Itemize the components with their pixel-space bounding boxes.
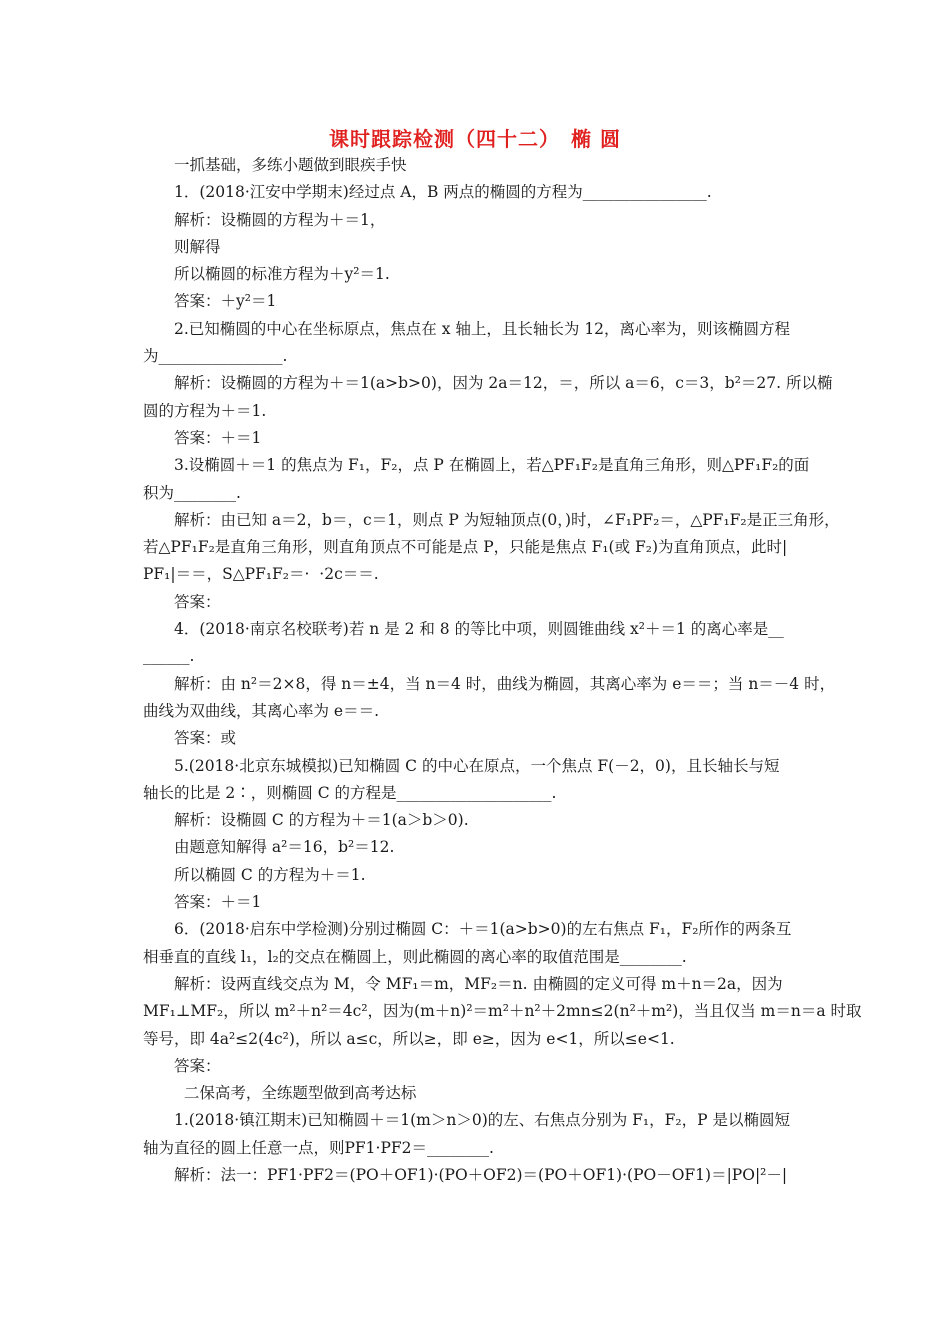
text-line: 一抓基础，多练小题做到眼疾手快 — [174, 156, 407, 174]
text-line: 答案：＋＝1 — [174, 893, 262, 912]
text-line: 轴长的比是 2∶，则椭圆 C 的方程是____________________. — [143, 783, 557, 802]
text-line: 1．(2018·江安中学期末)经过点 A，B 两点的椭圆的方程为________________. — [174, 183, 712, 202]
document-body — [143, 152, 862, 1189]
text-line: 由题意知解得 a²＝16，b²＝12. — [174, 838, 395, 857]
text-line: 所以椭圆的标准方程为＋y²＝1. — [174, 265, 390, 284]
text-line: 所以椭圆 C 的方程为＋＝1. — [174, 865, 366, 884]
text-line: 积为________. — [143, 483, 241, 502]
text-line: 答案：＋y²＝1 — [174, 292, 277, 311]
text-line: 为________________. — [143, 347, 288, 366]
text-line: 解析：法一：PF1·PF2＝(PO＋OF1)·(PO＋OF2)＝(PO＋OF1)·(PO－OF1)＝|PO|²－| — [174, 1165, 788, 1184]
text-line: 答案：＋＝1 — [174, 428, 262, 447]
page-title: 课时跟踪检测（四十二） 椭 圆 — [329, 127, 621, 151]
text-line: 轴为直径的圆上任意一点，则PF1·PF2＝________. — [143, 1138, 494, 1157]
text-line: ______. — [143, 647, 195, 666]
text-line: 6．(2018·启东中学检测)分别过椭圆 C：＋＝1(a>b>0)的左右焦点 F₁，F₂所作的两条互 — [174, 920, 792, 939]
text-line: 解析：由已知 a＝2，b＝，c＝1，则点 P 为短轴顶点(0，)时，∠F₁PF₂＝，△PF₁F₂是正三角形， — [174, 510, 840, 529]
text-line: 解析：设椭圆 C 的方程为＋＝1(a＞b＞0). — [174, 811, 469, 830]
text-line: 解析：设椭圆的方程为＋＝1， — [174, 210, 386, 229]
text-line: 解析：设椭圆的方程为＋＝1(a>b>0)，因为 2a＝12，＝，所以 a＝6，c＝3，b²＝27. 所以椭 — [174, 374, 833, 393]
text-line: 等号，即 4a²≤2(4c²)，所以 a≤c，所以≥，即 e≥，因为 e<1，所以≤e<1. — [143, 1029, 675, 1048]
text-line: 1.(2018·镇江期末)已知椭圆＋＝1(m＞n＞0)的左、右焦点分别为 F₁，F₂，P 是以椭圆短 — [174, 1111, 790, 1130]
text-line: 解析：设两直线交点为 M，令 MF₁＝m，MF₂＝n. 由椭圆的定义可得 m＋n＝2a，因为 — [174, 974, 783, 993]
text-line: 答案：或 — [174, 729, 237, 748]
text-line: 2.已知椭圆的中心在坐标原点，焦点在 x 轴上，且长轴长为 12，离心率为，则该椭圆方程 — [174, 319, 791, 338]
text-line: 二保高考，全练题型做到高考达标 — [174, 1084, 417, 1103]
text-line: 曲线为双曲线，其离心率为 e＝＝. — [143, 701, 380, 720]
text-line: 答案： — [174, 592, 221, 611]
text-line: PF₁|＝＝，S△PF₁F₂＝· ·2c＝＝. — [143, 565, 379, 584]
text-line: 3.设椭圆＋＝1 的焦点为 F₁，F₂，点 P 在椭圆上，若△PF₁F₂是直角三角形，则△PF₁F₂的面 — [174, 456, 810, 475]
text-line: 相垂直的直线 l₁，l₂的交点在椭圆上，则此椭圆的离心率的取值范围是________. — [143, 947, 687, 966]
text-line: 4．(2018·南京名校联考)若 n 是 2 和 8 的等比中项，则圆锥曲线 x²＋＝1 的离心率是__ — [174, 620, 784, 639]
text-line: 则解得 — [174, 237, 221, 256]
text-line: 答案： — [174, 1056, 221, 1075]
text-line: MF₁⊥MF₂，所以 m²＋n²＝4c²，因为(m＋n)²＝m²＋n²＋2mn≤2(n²＋m²)，当且仅当 m＝n＝a 时取 — [143, 1002, 862, 1021]
text-line: 5.(2018·北京东城模拟)已知椭圆 C 的中心在原点，一个焦点 F(－2，0)，且长轴长与短 — [174, 756, 780, 775]
text-line: 圆的方程为＋＝1. — [143, 401, 267, 420]
text-line: 解析：由 n²＝2×8，得 n＝±4，当 n＝4 时，曲线为椭圆，其离心率为 e＝＝；当 n＝－4 时， — [174, 674, 836, 693]
text-line: 若△PF₁F₂是直角三角形，则直角顶点不可能是点 P，只能是焦点 F₁(或 F₂)为直角顶点，此时| — [143, 538, 788, 557]
